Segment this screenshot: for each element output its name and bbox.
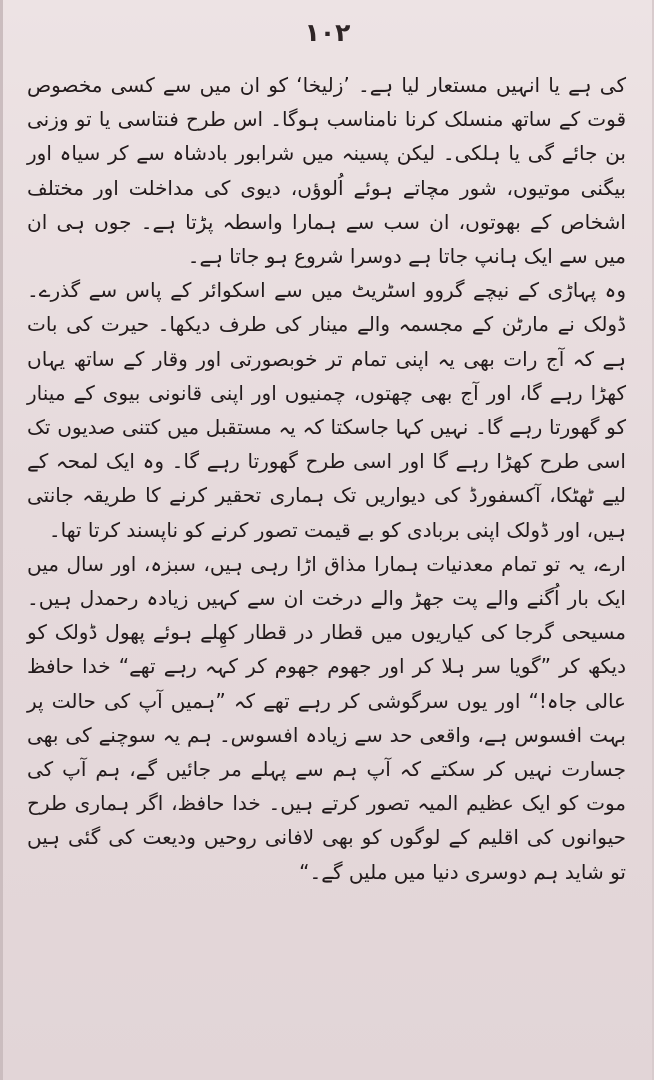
page-number: ۱۰۲ [304, 18, 351, 47]
paragraph-2: وہ پہاڑی کے نیچے گروو اسٹریٹ میں سے اسکوائر کے پاس سے گذرے۔ ڈولک نے مارٹن کے مجسمہ والے مینار کی طرف دیکھا۔ حیرت کی بات ہے کہ آج رات بھی یہ اپنی تمام تر خوبصورتی اور وقار کے ساتھ یہاں کھڑا رہے گا، اور آج بھی چھتوں، چمنیوں اور اپنی قانونی بیوی کے مینار کو گھورتا رہے گا۔ نہیں کہا جاسکتا کہ یہ مستقبل میں کتنی صدیوں تک اسی طرح کھڑا رہے گا اور اسی طرح گھورتا رہے گا۔ وہ ایک لمحہ کے لیے ٹھٹکا، آکسفورڈ کی دیواریں تک ہماری تحقیر کرنے کا طریقہ جانتی ہیں، اور ڈولک اپنی بربادی کو بے قیمت تصور کرنے کو ناپسند کرتا تھا۔ [27, 278, 626, 542]
paragraph-3: ارے، یہ تو تمام معدنیات ہمارا مذاق اڑا رہی ہیں، سبزہ، اور سال میں ایک بار اُگنے والے پت جھڑ والے درخت ان سے کہیں زیادہ رحمدل ہیں۔ مسیحی گرجا کی کیاریوں میں قطار در قطار کھِلے ہوئے پھول ڈولک کو دیکھ کر ”گویا سر ہلا کر اور جھوم جھوم کر کہہ رہے تھے“ خدا حافظ عالی جاہ!“ اور یوں سرگوشی کر رہے تھے کہ ”ہمیں آپ کی حالت پر بہت افسوس ہے، واقعی حد سے زیادہ افسوس۔ ہم یہ سوچنے کی بھی جسارت نہیں کر سکتے کہ آپ ہم سے پہلے مر جائیں گے، ہم آپ کی موت کو ایک عظیم المیہ تصور کرتے ہیں۔ خدا حافظ، اگر ہماری طرح حیوانوں کی اقلیم کے لوگوں کو بھی لافانی روحیں ودیعت کی گئی ہیں تو شاید ہم دوسری دنیا میں ملیں گے۔“ [27, 551, 626, 884]
paragraph-1: کی ہے یا انہیں مستعار لیا ہے۔ ’زلیخا‘ کو ان میں سے کسی مخصوص قوت کے ساتھ منسلک کرنا نامناسب ہوگا۔ اس طرح فنتاسی یا تو وزنی بن جائے گی یا ہلکی۔ لیکن پسینہ میں شرابور بادشاہ سے کر سیاہ اور بیگنی موتیوں، شور مچاتے ہوئے اُلوؤں، دیوی کی مداخلت اور مختلف اشخاص کے بھوتوں، ان سب سے ہمارا واسطہ پڑتا ہے۔ جوں ہی ان میں سے ایک ہانپ جاتا ہے دوسرا شروع ہو جاتا ہے۔ [27, 73, 626, 269]
body-text [27, 68, 626, 889]
